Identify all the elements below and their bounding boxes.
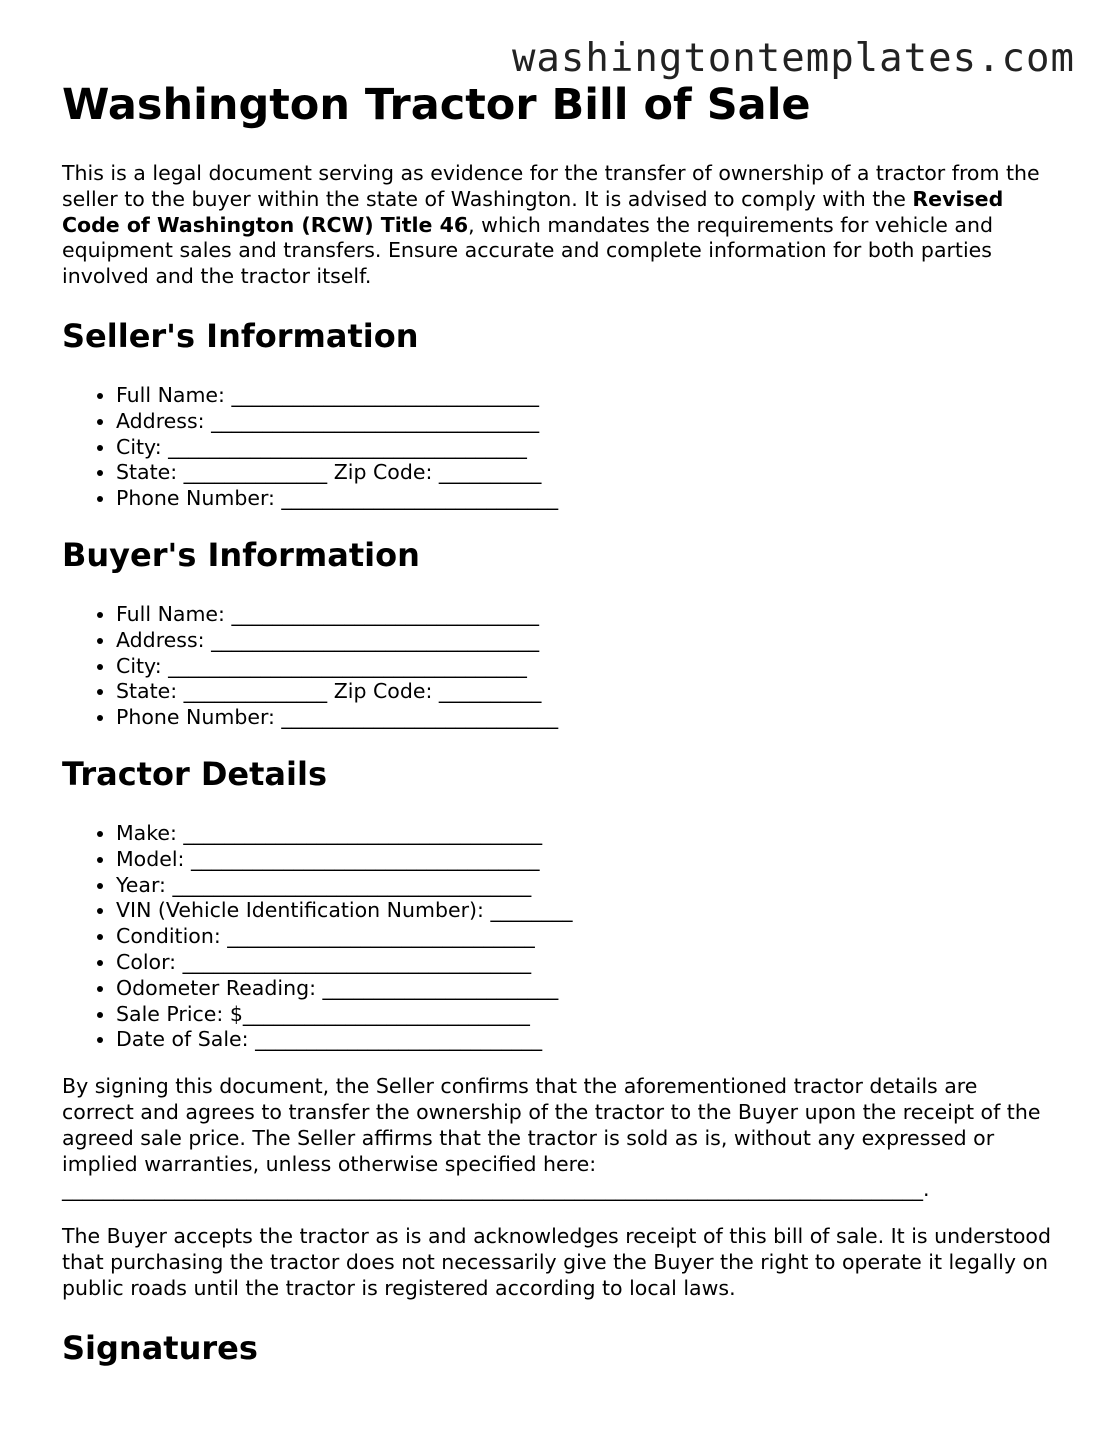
intro-text-start: This is a legal document serving as evidence for the transfer of ownership of a tractor from the seller to the buyer within the state of Washington. It is advised to comply with the — [62, 161, 1040, 211]
buyer-address-field[interactable]: • Address: ________________________________ — [116, 628, 1052, 654]
tractor-vin-field[interactable]: • VIN (Vehicle Identification Number): ________ — [116, 898, 1052, 924]
seller-fields — [62, 383, 1052, 512]
tractor-date-of-sale-field[interactable]: • Date of Sale: ____________________________ — [116, 1027, 1052, 1053]
buyer-state-zip-field[interactable]: • State: ______________ Zip Code: __________ — [116, 679, 1052, 705]
buyer-fields — [62, 602, 1052, 731]
document-body — [62, 78, 1052, 1368]
seller-address-field[interactable]: • Address: ________________________________ — [116, 409, 1052, 435]
intro-text-end: , which mandates the requirements for vehicle and equipment sales and transfers. Ensure accurate and complete information for both parties involved and the tractor itself. — [62, 212, 994, 289]
tractor-sale-price-field[interactable]: • Sale Price: $____________________________ — [116, 1002, 1052, 1028]
buyer-city-field[interactable]: • City: ___________________________________ — [116, 654, 1052, 680]
intro-rcw-reference: Revised Code of Washington (RCW) Title 46 — [62, 186, 1004, 237]
buyer-heading: Buyer's Information — [62, 535, 420, 574]
tractor-year-field[interactable]: • Year: ___________________________________ — [116, 873, 1052, 899]
seller-state-zip-field[interactable]: • State: ______________ Zip Code: __________ — [116, 460, 1052, 486]
page-title: Washington Tractor Bill of Sale — [62, 80, 811, 130]
buyer-full-name-field[interactable]: • Full Name: ______________________________ — [116, 602, 1052, 628]
tractor-fields — [62, 821, 1052, 1053]
buyer-phone-field[interactable]: • Phone Number: ___________________________ — [116, 705, 1052, 731]
tractor-odometer-field[interactable]: • Odometer Reading: _______________________ — [116, 976, 1052, 1002]
seller-phone-field[interactable]: • Phone Number: ___________________________ — [116, 486, 1052, 512]
seller-confirmation-paragraph: By signing this document, the Seller confirms that the aforementioned tractor details are correct and agrees to transfer the ownership of the tractor to the Buyer upon the receipt of the agreed sale price. The Seller affirms that the tractor is sold as is, without any expressed or implied warranties, unless otherwise specified here: ____________________________________________________________________________________. — [62, 1074, 1041, 1202]
watermark: washingtontemplates.com — [511, 36, 1075, 81]
tractor-model-field[interactable]: • Model: __________________________________ — [116, 847, 1052, 873]
seller-full-name-field[interactable]: • Full Name: ______________________________ — [116, 383, 1052, 409]
intro-paragraph — [62, 161, 1052, 290]
tractor-color-field[interactable]: • Color: __________________________________ — [116, 950, 1052, 976]
signatures-heading: Signatures — [62, 1328, 258, 1367]
buyer-acceptance-paragraph: The Buyer accepts the tractor as is and acknowledges receipt of this bill of sale. It is understood that purchasing the tractor does not necessarily give the Buyer the right to operate it legally on public roads until the tractor is registered according to local laws. — [62, 1224, 1051, 1300]
tractor-make-field[interactable]: • Make: ___________________________________ — [116, 821, 1052, 847]
tractor-condition-field[interactable]: • Condition: ______________________________ — [116, 924, 1052, 950]
tractor-heading: Tractor Details — [62, 754, 327, 793]
seller-heading: Seller's Information — [62, 316, 419, 355]
seller-city-field[interactable]: • City: ___________________________________ — [116, 435, 1052, 461]
